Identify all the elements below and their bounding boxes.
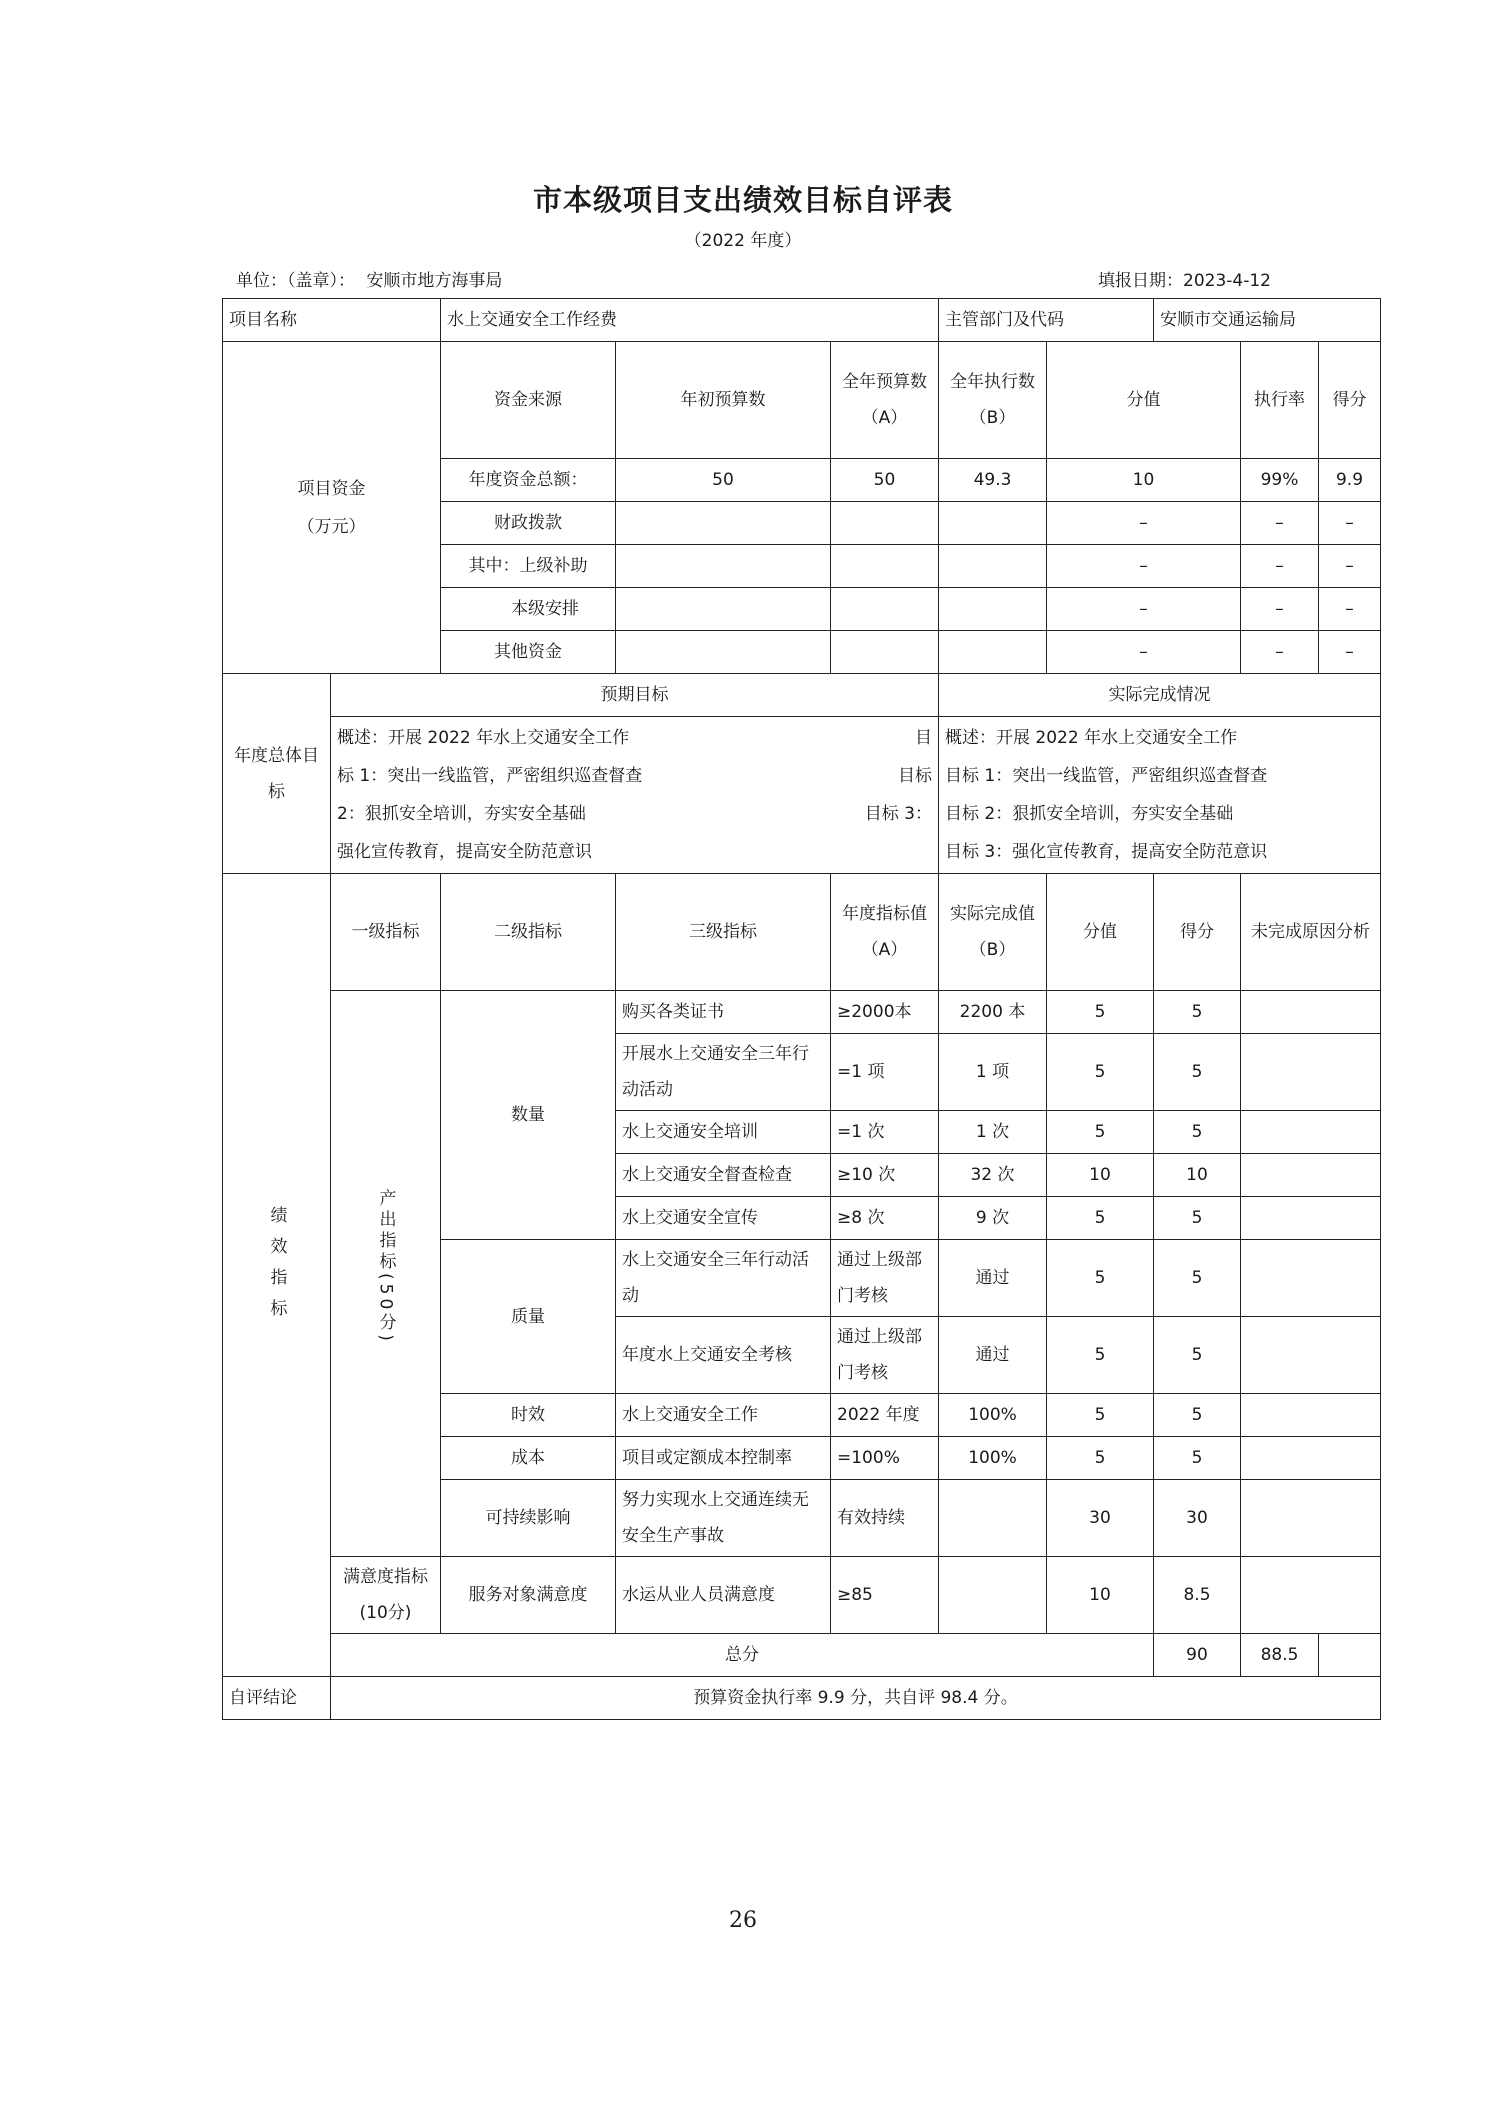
- perf-l3: 水上交通安全培训: [616, 1111, 831, 1154]
- goals-actual-content: [939, 717, 1381, 874]
- perf-score: 5: [1154, 1394, 1241, 1437]
- perf-value: 5: [1047, 1437, 1154, 1480]
- funds-source: 其中：上级补助: [441, 545, 616, 588]
- perf-actual: 通过: [939, 1240, 1047, 1317]
- funds-header-annual: 全年预算数（A）: [831, 342, 939, 459]
- perf-target: =1 次: [831, 1111, 939, 1154]
- funds-rate: –: [1241, 631, 1319, 674]
- unit-info: [236, 266, 508, 291]
- funds-initial: [616, 631, 831, 674]
- perf-reason: [1241, 1317, 1381, 1394]
- dept-label: 主管部门及代码: [939, 299, 1154, 342]
- actual-line: 概述：开展 2022 年水上交通安全工作: [945, 728, 1238, 748]
- funds-initial: 50: [616, 459, 831, 502]
- funds-executed: 49.3: [939, 459, 1047, 502]
- funds-header-row: [223, 342, 1381, 459]
- perf-l3: 水上交通安全督查检查: [616, 1154, 831, 1197]
- perf-l3: 水上交通安全工作: [616, 1394, 831, 1437]
- total-value: 90: [1154, 1634, 1241, 1677]
- perf-target: =100%: [831, 1437, 939, 1480]
- perf-value: 5: [1047, 1317, 1154, 1394]
- funds-executed: [939, 502, 1047, 545]
- perf-label: 绩效指标: [266, 1206, 287, 1330]
- perf-score: 5: [1154, 991, 1241, 1034]
- total-label: 总分: [331, 1634, 1154, 1677]
- funds-executed: [939, 545, 1047, 588]
- goals-label: 年度总体目标: [223, 674, 331, 874]
- perf-target: ≥2000本: [831, 991, 939, 1034]
- perf-actual: 32 次: [939, 1154, 1047, 1197]
- perf-header-l2: 二级指标: [441, 874, 616, 991]
- perf-actual: 2200 本: [939, 991, 1047, 1034]
- perf-header-target: 年度指标值（A）: [831, 874, 939, 991]
- perf-value: 5: [1047, 1394, 1154, 1437]
- funds-score: –: [1319, 631, 1381, 674]
- expected-line: [337, 833, 932, 871]
- perf-l3: 水上交通安全宣传: [616, 1197, 831, 1240]
- perf-label-cell: [223, 874, 331, 1677]
- expected-text: 强化宣传教育，提高安全防范意识: [337, 842, 592, 862]
- perf-reason: [1241, 1197, 1381, 1240]
- group-sustain: 可持续影响: [441, 1480, 616, 1557]
- group-quality: 质量: [441, 1240, 616, 1394]
- funds-score-value: –: [1047, 502, 1241, 545]
- funds-header-source: 资金来源: [441, 342, 616, 459]
- total-reason: [1319, 1634, 1381, 1677]
- perf-header-score: 得分: [1154, 874, 1241, 991]
- perf-reason: [1241, 1111, 1381, 1154]
- funds-score-value: –: [1047, 631, 1241, 674]
- actual-line: 目标 1：突出一线监管，严密组织巡查督查: [945, 766, 1268, 786]
- perf-value: 10: [1047, 1557, 1154, 1634]
- perf-score: 10: [1154, 1154, 1241, 1197]
- funds-initial: [616, 545, 831, 588]
- perf-l3: 开展水上交通安全三年行动活动: [616, 1034, 831, 1111]
- output-label-cell: [331, 991, 441, 1557]
- funds-annual: 50: [831, 459, 939, 502]
- funds-source: 本级安排: [441, 588, 616, 631]
- total-score: 88.5: [1241, 1634, 1319, 1677]
- actual-line: 目标 3：强化宣传教育，提高安全防范意识: [945, 842, 1268, 862]
- perf-reason: [1241, 1394, 1381, 1437]
- perf-actual: [939, 1480, 1047, 1557]
- perf-l3: 努力实现水上交通连续无安全生产事故: [616, 1480, 831, 1557]
- group-service: 服务对象满意度: [441, 1557, 616, 1634]
- perf-reason: [1241, 1154, 1381, 1197]
- expected-tail: 目: [915, 728, 932, 748]
- perf-value: 5: [1047, 991, 1154, 1034]
- funds-score: –: [1319, 502, 1381, 545]
- funds-executed: [939, 631, 1047, 674]
- perf-target: 有效持续: [831, 1480, 939, 1557]
- conclusion-text: 预算资金执行率 9.9 分，共自评 98.4 分。: [331, 1677, 1381, 1720]
- expected-tail: 目标: [898, 766, 932, 786]
- perf-actual: 100%: [939, 1394, 1047, 1437]
- project-name-label: 项目名称: [223, 299, 441, 342]
- goals-content-row: [223, 717, 1381, 874]
- funds-header-value: 分值: [1047, 342, 1241, 459]
- conclusion-row: [223, 1677, 1381, 1720]
- perf-target: 通过上级部门考核: [831, 1240, 939, 1317]
- perf-header-l1: 一级指标: [331, 874, 441, 991]
- expected-line: [337, 795, 932, 833]
- perf-value: 5: [1047, 1240, 1154, 1317]
- perf-value: 5: [1047, 1111, 1154, 1154]
- expected-text: 2：狠抓安全培训，夯实安全基础: [337, 804, 586, 824]
- perf-row: [223, 1557, 1381, 1634]
- funds-score: 9.9: [1319, 459, 1381, 502]
- page-number: 26: [729, 1908, 757, 1933]
- perf-reason: [1241, 1557, 1381, 1634]
- funds-score-value: –: [1047, 588, 1241, 631]
- perf-reason: [1241, 1240, 1381, 1317]
- unit-label: 单位：（盖章）：: [236, 271, 355, 291]
- perf-header-l3: 三级指标: [616, 874, 831, 991]
- funds-initial: [616, 588, 831, 631]
- perf-l3: 年度水上交通安全考核: [616, 1317, 831, 1394]
- report-year: （2022 年度）: [684, 231, 802, 251]
- funds-annual: [831, 588, 939, 631]
- perf-actual: 1 次: [939, 1111, 1047, 1154]
- perf-target: 2022 年度: [831, 1394, 939, 1437]
- perf-target: 通过上级部门考核: [831, 1317, 939, 1394]
- funds-label: 项目资金: [297, 478, 366, 499]
- perf-l3: 水上交通安全三年行动活动: [616, 1240, 831, 1317]
- group-cost: 成本: [441, 1437, 616, 1480]
- funds-score: –: [1319, 588, 1381, 631]
- perf-l3: 项目或定额成本控制率: [616, 1437, 831, 1480]
- perf-l3: 购买各类证书: [616, 991, 831, 1034]
- perf-score: 5: [1154, 1437, 1241, 1480]
- goals-expected-header: 预期目标: [331, 674, 939, 717]
- expected-text: 标 1：突出一线监管，严密组织巡查督查: [337, 766, 643, 786]
- fill-date: [1098, 266, 1277, 291]
- perf-reason: [1241, 1437, 1381, 1480]
- perf-score: 5: [1154, 1034, 1241, 1111]
- group-quantity: 数量: [441, 991, 616, 1240]
- perf-header-value: 分值: [1047, 874, 1154, 991]
- perf-actual: 9 次: [939, 1197, 1047, 1240]
- funds-rate: 99%: [1241, 459, 1319, 502]
- expected-text: 概述：开展 2022 年水上交通安全工作: [337, 728, 630, 748]
- perf-value: 5: [1047, 1197, 1154, 1240]
- funds-annual: [831, 502, 939, 545]
- perf-header-reason: 未完成原因分析: [1241, 874, 1381, 991]
- funds-annual: [831, 545, 939, 588]
- output-label: 产出指标(50分): [375, 1188, 396, 1345]
- perf-score: 5: [1154, 1317, 1241, 1394]
- perf-value: 30: [1047, 1480, 1154, 1557]
- perf-target: ≥10 次: [831, 1154, 939, 1197]
- funds-source: 其他资金: [441, 631, 616, 674]
- funds-initial: [616, 502, 831, 545]
- perf-score: 5: [1154, 1240, 1241, 1317]
- funds-annual: [831, 631, 939, 674]
- page-title: 市本级项目支出绩效目标自评表: [532, 183, 953, 217]
- unit-value: 安顺市地方海事局: [366, 271, 503, 291]
- perf-reason: [1241, 1034, 1381, 1111]
- evaluation-table: [222, 298, 1381, 1720]
- perf-actual: [939, 1557, 1047, 1634]
- perf-actual: 100%: [939, 1437, 1047, 1480]
- perf-actual: 通过: [939, 1317, 1047, 1394]
- funds-score-value: –: [1047, 545, 1241, 588]
- perf-score: 30: [1154, 1480, 1241, 1557]
- perf-value: 5: [1047, 1034, 1154, 1111]
- project-row: [223, 299, 1381, 342]
- funds-header-initial: 年初预算数: [616, 342, 831, 459]
- expected-line: [337, 757, 932, 795]
- expected-line: [337, 719, 932, 757]
- perf-target: ≥8 次: [831, 1197, 939, 1240]
- perf-reason: [1241, 1480, 1381, 1557]
- goals-header-row: [223, 674, 1381, 717]
- date-label: 填报日期：: [1098, 271, 1183, 291]
- perf-l3: 水运从业人员满意度: [616, 1557, 831, 1634]
- funds-unit: （万元）: [297, 516, 366, 537]
- conclusion-label: 自评结论: [223, 1677, 331, 1720]
- funds-header-executed: 全年执行数（B）: [939, 342, 1047, 459]
- funds-label-cell: [223, 342, 441, 674]
- perf-actual: 1 项: [939, 1034, 1047, 1111]
- funds-rate: –: [1241, 502, 1319, 545]
- perf-row: [223, 991, 1381, 1034]
- goals-actual-header: 实际完成情况: [939, 674, 1381, 717]
- perf-target: =1 项: [831, 1034, 939, 1111]
- date-value: 2023-4-12: [1183, 271, 1271, 291]
- total-row: [223, 1634, 1381, 1677]
- perf-header-row: [223, 874, 1381, 991]
- dept-value: 安顺市交通运输局: [1154, 299, 1381, 342]
- funds-header-rate: 执行率: [1241, 342, 1319, 459]
- expected-tail: 目标 3：: [864, 804, 932, 824]
- perf-value: 10: [1047, 1154, 1154, 1197]
- perf-target: ≥85: [831, 1557, 939, 1634]
- funds-executed: [939, 588, 1047, 631]
- perf-reason: [1241, 991, 1381, 1034]
- group-timeliness: 时效: [441, 1394, 616, 1437]
- funds-rate: –: [1241, 545, 1319, 588]
- funds-score-value: 10: [1047, 459, 1241, 502]
- satisfaction-label: 满意度指标(10分): [331, 1557, 441, 1634]
- actual-line: 目标 2：狠抓安全培训，夯实安全基础: [945, 804, 1234, 824]
- funds-rate: –: [1241, 588, 1319, 631]
- perf-score: 5: [1154, 1111, 1241, 1154]
- funds-source: 年度资金总额：: [441, 459, 616, 502]
- project-name-value: 水上交通安全工作经费: [441, 299, 939, 342]
- perf-header-actual: 实际完成值（B）: [939, 874, 1047, 991]
- perf-score: 5: [1154, 1197, 1241, 1240]
- goals-expected-content: [331, 717, 939, 874]
- perf-score: 8.5: [1154, 1557, 1241, 1634]
- funds-score: –: [1319, 545, 1381, 588]
- funds-source: 财政拨款: [441, 502, 616, 545]
- funds-header-score: 得分: [1319, 342, 1381, 459]
